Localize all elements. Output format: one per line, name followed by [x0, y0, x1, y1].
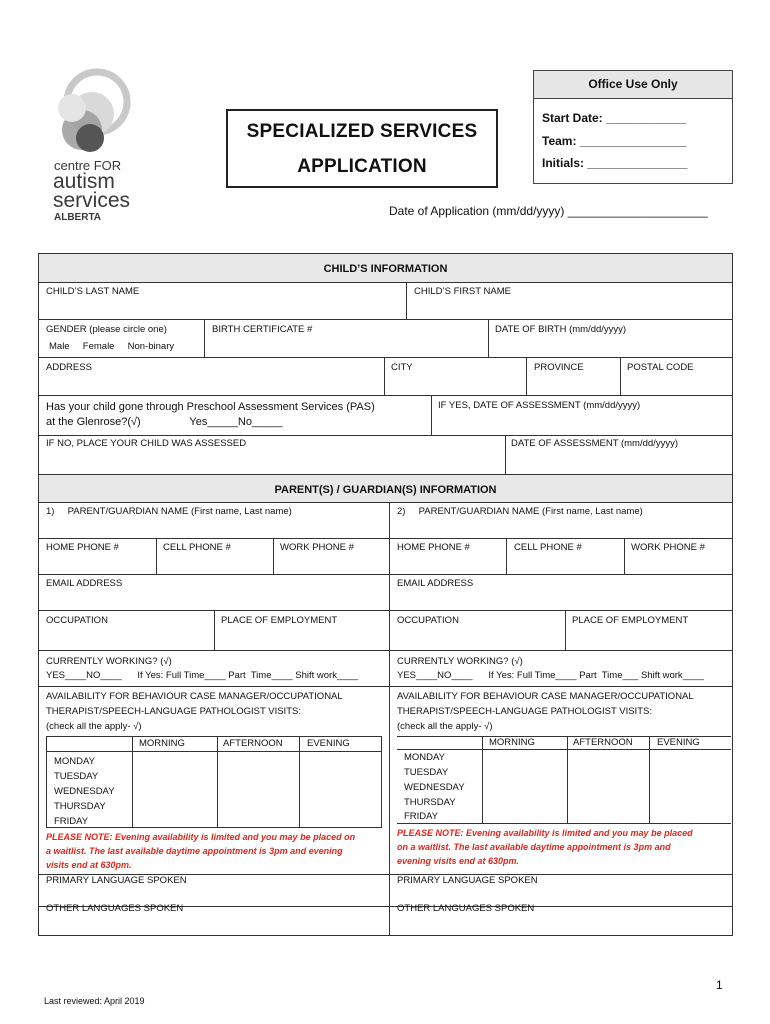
address-field[interactable]: ADDRESS — [46, 362, 92, 373]
p2-day-friday: FRIDAY — [404, 811, 439, 822]
title-line-1: SPECIALIZED SERVICES — [246, 121, 478, 142]
p1-morning-header: MORNING — [139, 738, 185, 749]
p1-note-line1: PLEASE NOTE: Evening availability is limited and you may be placed on — [46, 832, 356, 842]
p2-afternoon-header: AFTERNOON — [573, 737, 633, 748]
child-last-name-field[interactable]: CHILD’S LAST NAME — [46, 286, 140, 297]
p2-email-field[interactable]: EMAIL ADDRESS — [397, 578, 474, 589]
p1-email-field[interactable]: EMAIL ADDRESS — [46, 578, 123, 589]
p2-other-languages-field[interactable]: OTHER LANGUAGES SPOKEN — [397, 903, 535, 914]
p2-evening-header: EVENING — [657, 737, 700, 748]
if-yes-date-field[interactable]: IF YES, DATE OF ASSESSMENT (mm/dd/yyyy) — [438, 400, 641, 411]
p2-availability-grid — [397, 736, 731, 824]
p1-availability-grid — [46, 736, 382, 828]
p1-afternoon-header: AFTERNOON — [223, 738, 283, 749]
p1-evening-header: EVENING — [307, 738, 350, 749]
p1-evening-note — [46, 830, 355, 872]
p2-day-thursday: THURSDAY — [404, 797, 456, 808]
p2-note-line3: evening visits end at 630pm. — [397, 856, 520, 866]
last-reviewed: Last reviewed: April 2019 — [44, 996, 145, 1006]
p1-work-phone-field[interactable]: WORK PHONE # — [280, 542, 354, 553]
p2-occupation-field[interactable]: OCCUPATION — [397, 615, 459, 626]
p1-home-phone-field[interactable]: HOME PHONE # — [46, 542, 119, 553]
p1-day-thursday: THURSDAY — [54, 801, 106, 812]
p2-home-phone-field[interactable]: HOME PHONE # — [397, 542, 470, 553]
form-title — [226, 109, 498, 188]
p1-avail-line3: (check all the apply- √) — [46, 721, 142, 732]
p1-day-tuesday: TUESDAY — [54, 771, 99, 782]
p2-avail-line2: THERAPIST/SPEECH-LANGUAGE PATHOLOGIST VISITS: — [397, 706, 652, 717]
p2-day-tuesday: TUESDAY — [404, 767, 449, 778]
p2-working-options[interactable]: YES____NO____ If Yes: Full Time____ Part Time___ Shift work____ — [397, 670, 704, 681]
p2-primary-language-field[interactable]: PRIMARY LANGUAGE SPOKEN — [397, 875, 538, 886]
date-of-application-field[interactable]: Date of Application (mm/dd/yyyy) _____________________ — [389, 204, 708, 218]
p2-note-line1: PLEASE NOTE: Evening availability is limited and you may be placed — [397, 828, 693, 838]
office-use-heading: Office Use Only — [534, 71, 732, 99]
birth-certificate-field[interactable]: BIRTH CERTIFICATE # — [212, 324, 313, 335]
logo-text-alberta: ALBERTA — [54, 212, 102, 223]
p1-day-friday: FRIDAY — [54, 816, 89, 827]
application-form — [38, 253, 733, 936]
p1-working-label: CURRENTLY WORKING? (√) — [46, 656, 172, 667]
p1-working-options[interactable]: YES____NO____ If Yes: Full Time____ Part Time____ Shift work____ — [46, 670, 359, 681]
p1-primary-language-field[interactable]: PRIMARY LANGUAGE SPOKEN — [46, 875, 187, 886]
p2-day-monday: MONDAY — [404, 752, 445, 763]
parent-info-title: PARENT(S) / GUARDIAN(S) INFORMATION — [274, 484, 497, 496]
if-no-place-field[interactable]: IF NO, PLACE YOUR CHILD WAS ASSESSED — [46, 438, 247, 449]
p2-cell-phone-field[interactable]: CELL PHONE # — [514, 542, 582, 553]
p2-avail-line3: (check all the apply- √) — [397, 721, 493, 732]
child-first-name-field[interactable]: CHILD’S FIRST NAME — [414, 286, 511, 297]
postal-code-field[interactable]: POSTAL CODE — [627, 362, 694, 373]
child-info-title: CHILD’S INFORMATION — [323, 263, 448, 275]
p1-avail-line2: THERAPIST/SPEECH-LANGUAGE PATHOLOGIST VISITS: — [46, 706, 301, 717]
city-field[interactable]: CITY — [391, 362, 413, 373]
date-of-assessment-field[interactable]: DATE OF ASSESSMENT (mm/dd/yyyy) — [511, 438, 678, 449]
date-of-birth-field[interactable]: DATE OF BIRTH (mm/dd/yyyy) — [495, 324, 627, 335]
logo-text-services: services — [53, 189, 131, 212]
gender-field[interactable]: GENDER (please circle one) — [46, 324, 167, 335]
p2-working-label: CURRENTLY WORKING? (√) — [397, 656, 523, 667]
parent2-name-field[interactable]: 2) PARENT/GUARDIAN NAME (First name, Last name) — [397, 506, 643, 517]
p2-evening-note — [397, 826, 693, 868]
p1-cell-phone-field[interactable]: CELL PHONE # — [163, 542, 231, 553]
p1-avail-line1: AVAILABILITY FOR BEHAVIOUR CASE MANAGER/OCCUPATIONAL — [46, 691, 343, 702]
page-number: 1 — [716, 978, 723, 992]
p1-day-wednesday: WEDNESDAY — [54, 786, 115, 797]
pas-question-line1: Has your child gone through Preschool Assessment Services (PAS) — [46, 401, 375, 413]
p1-occupation-field[interactable]: OCCUPATION — [46, 615, 108, 626]
p2-employment-field[interactable]: PLACE OF EMPLOYMENT — [572, 615, 689, 626]
gender-options[interactable]: Male Female Non-binary — [49, 341, 175, 352]
initials-field[interactable]: Initials: _______________ — [542, 156, 688, 170]
office-use-box — [533, 70, 733, 184]
logo-text-centre: centre FOR — [54, 158, 122, 173]
p2-note-line2: on a waitlist. The last available daytime appointment is 3pm and — [397, 842, 671, 852]
logo-circles-icon — [44, 62, 134, 162]
p1-note-line2: a waitlist. The last available daytime appointment is 3pm and evening — [46, 846, 343, 856]
child-info-heading — [39, 254, 732, 283]
p1-employment-field[interactable]: PLACE OF EMPLOYMENT — [221, 615, 338, 626]
p2-work-phone-field[interactable]: WORK PHONE # — [631, 542, 705, 553]
p2-morning-header: MORNING — [489, 737, 535, 748]
p2-avail-line1: AVAILABILITY FOR BEHAVIOUR CASE MANAGER/OCCUPATIONAL — [397, 691, 694, 702]
pas-question-line2[interactable]: at the Glenrose?(√) Yes_____No_____ — [46, 416, 283, 428]
parent1-name-field[interactable]: 1) PARENT/GUARDIAN NAME (First name, Last name) — [46, 506, 292, 517]
p1-day-monday: MONDAY — [54, 756, 95, 767]
team-field[interactable]: Team: ________________ — [542, 134, 687, 148]
p1-note-line3: visits end at 630pm. — [46, 860, 132, 870]
logo — [44, 62, 134, 232]
province-field[interactable]: PROVINCE — [534, 362, 584, 373]
start-date-field[interactable]: Start Date: ____________ — [542, 111, 687, 125]
title-line-2: APPLICATION — [297, 156, 427, 177]
logo-text-autism: autism — [53, 170, 115, 193]
p1-other-languages-field[interactable]: OTHER LANGUAGES SPOKEN — [46, 903, 184, 914]
p2-day-wednesday: WEDNESDAY — [404, 782, 465, 793]
parent-info-heading — [39, 474, 732, 503]
